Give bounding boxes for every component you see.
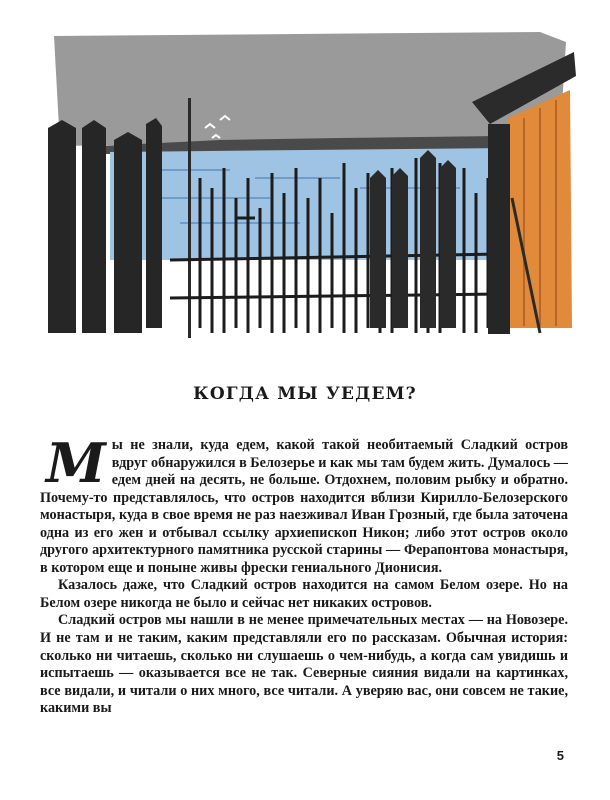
paragraph-1 [40, 431, 568, 577]
chapter-title: КОГДА МЫ УЕДЕМ? [193, 384, 417, 404]
paragraph-1-text: ы не знали, куда едем, какой такой необитаемый Сладкий остров вдруг обнаружился в Белозерье и как мы там будем жить. Думалось — едем дней на десять, не больше. Отдохнем, половим рыбку и обратно. Почему-то представлялось, что остров находится вблизи Кирилло-Белозерского монастыря, куда в свое время не раз наезживал Иван Грозный, где была заточена одна из его жен и отбывал ссылку архиепископ Никон; либо этот остров около другого архитектурного памятника русской старины — Ферапонтова монастыря, в котором еще и поныне живы фрески гениального Дионисия. [40, 437, 568, 576]
pole [188, 98, 191, 338]
drop-cap: М [46, 431, 106, 495]
door-post [488, 124, 510, 334]
fence-lake-illustration [40, 28, 580, 348]
body-text [40, 431, 568, 718]
page-number: 5 [556, 748, 564, 763]
paragraph-2: Казалось даже, что Сладкий остров находится на самом Белом озере. Но на Белом озере никогда не было и сейчас нет никаких островов. [40, 577, 568, 611]
paragraph-3: Сладкий остров мы нашли в не менее примечательных местах — на Новозере. И не там и не таким, каким представляли его по рассказам. Обычная история: сколько ни читаешь, сколько ни слушаешь о чем-нибудь, а когда сам увидишь и испытаешь — оказывается все не так. Северные сияния видали на картинках, все видали, и читали о них много, все читали. А уверяю вас, они совсем не такие, какими вы [40, 612, 568, 717]
